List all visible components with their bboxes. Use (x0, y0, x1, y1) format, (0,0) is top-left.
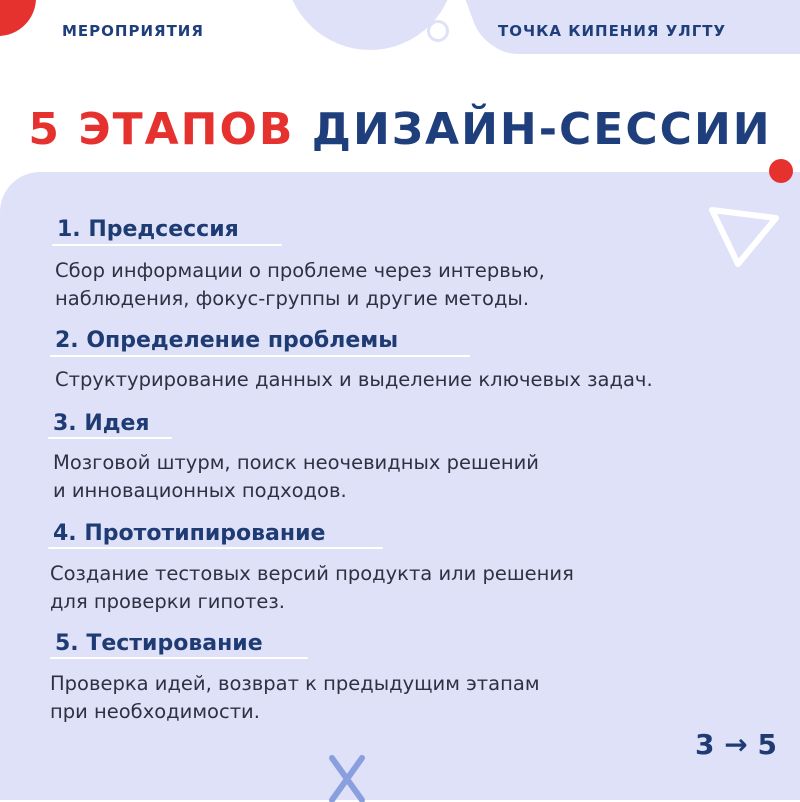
title-blue-part: ДИЗАЙН-СЕССИИ (311, 104, 772, 155)
step-5-title: 5. Тестирование (55, 631, 263, 656)
step-3-line-1: Мозговой штурм, поиск неочевидных решений (53, 451, 539, 474)
red-circle-decoration (0, 0, 36, 36)
step-5-underline (50, 657, 308, 659)
step-2-description (55, 366, 653, 394)
red-dot-decoration (769, 159, 793, 183)
cross-icon (322, 752, 372, 802)
step-4-line-2: для проверки гипотез. (50, 590, 285, 613)
step-3-line-2: и инновационных подходов. (53, 479, 347, 502)
step-4-title: 4. Прототипирование (53, 521, 326, 546)
step-1-underline (52, 244, 282, 246)
step-4-underline (48, 547, 383, 549)
events-tag: МЕРОПРИЯТИЯ (62, 22, 204, 40)
step-2-underline (50, 355, 470, 357)
step-5-line-2: при необходимости. (50, 700, 260, 723)
title-red-part: 5 ЭТАПОВ (28, 104, 295, 155)
step-1-line-1: Сбор информации о проблеме через интервью, (55, 259, 545, 282)
step-4-description (50, 560, 574, 616)
page-title (0, 104, 800, 155)
triangle-icon (704, 202, 784, 274)
step-1-description (55, 257, 545, 313)
step-2-line-1: Структурирование данных и выделение ключевых задач. (55, 368, 653, 391)
step-5-description (50, 670, 540, 726)
page-indicator: 3 → 5 (695, 728, 777, 761)
step-1-line-2: наблюдения, фокус-группы и другие методы. (55, 287, 530, 310)
step-3-title: 3. Идея (53, 411, 150, 436)
step-3-underline (48, 437, 172, 439)
step-4-line-1: Создание тестовых версий продукта или решения (50, 562, 574, 585)
step-2-title: 2. Определение проблемы (55, 328, 399, 353)
step-1-title: 1. Предсессия (57, 217, 239, 242)
step-3-description (53, 449, 539, 505)
ring-circle-decoration (427, 20, 449, 42)
step-5-line-1: Проверка идей, возврат к предыдущим этапам (50, 672, 540, 695)
brand-tag: ТОЧКА КИПЕНИЯ УЛГТУ (498, 22, 727, 40)
